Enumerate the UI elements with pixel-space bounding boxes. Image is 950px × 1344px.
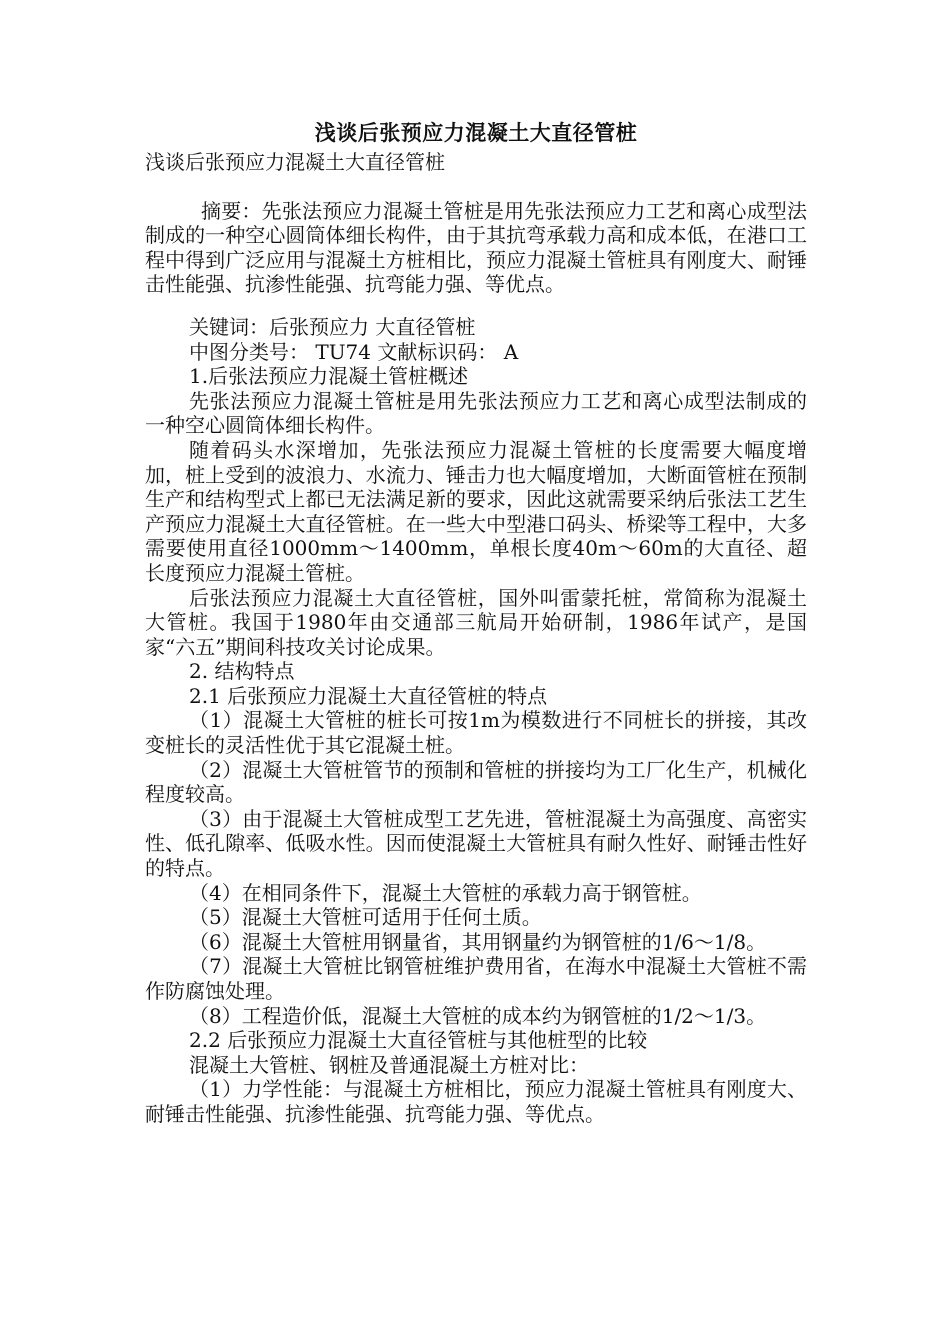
list-item: （1）混凝土大管桩的桩长可按1m为模数进行不同桩长的拼接，其改变桩长的灵活性优于其它混凝土桩。 [145, 708, 807, 758]
list-item: （5）混凝土大管桩可适用于任何土质。 [189, 905, 542, 930]
document-title: 浅谈后张预应力混凝土大直径管桩 [314, 121, 638, 145]
list-item: （3）由于混凝土大管桩成型工艺先进，管桩混凝土为高强度、高密实性、低孔隙率、低吸水性。因而使混凝土大管桩具有耐久性好、耐锤击性好的特点。 [145, 806, 807, 881]
list-item: （2）混凝土大管桩管节的预制和管桩的拼接均为工厂化生产，机械化程度较高。 [145, 757, 807, 807]
body-paragraph: 混凝土大管桩、钢桩及普通混凝土方桩对比： [189, 1052, 589, 1077]
section-heading-2: 2. 结构特点 [189, 659, 295, 684]
document-page [145, 118, 807, 1127]
body-paragraph: 后张法预应力混凝土大直径管桩，国外叫雷蒙托桩，常简称为混凝土大管桩。我国于1980年由交通部三航局开始研制，1986年试产，是国家“六五”期间科技攻关讨论成果。 [145, 585, 807, 659]
subsection-heading-2-1: 2.1 后张预应力混凝土大直径管桩的特点 [189, 683, 548, 708]
body-paragraph: 随着码头水深增加，先张法预应力混凝土管桩的长度需要大幅度增加，桩上受到的波浪力、水流力、锤击力也大幅度增加，大断面管桩在预制生产和结构型式上都已无法满足新的要求，因此这就需要采纳后张法工艺生产预应力混凝土大直径管桩。在一些大中型港口码头、桥梁等工程中，大多需要使用直径1000mm～1400mm，单根长度40m～60m的大直径、超长度预应力混凝土管桩。 [145, 437, 807, 585]
abstract-paragraph: 摘要：先张法预应力混凝土管桩是用先张法预应力工艺和离心成型法制成的一种空心圆筒体细长构件，由于其抗弯承载力高和成本低，在港口工程中得到广泛应用与混凝土方桩相比，预应力混凝土管桩具有刚度大、耐锤击性能强、抗渗性能强、抗弯能力强、等优点。 [145, 198, 807, 297]
list-item: （4）在相同条件下，混凝土大管桩的承载力高于钢管桩。 [189, 880, 702, 905]
document-subtitle: 浅谈后张预应力混凝土大直径管桩 [145, 150, 445, 174]
list-item: （6）混凝土大管桩用钢量省，其用钢量约为钢管桩的1/6～1/8。 [189, 929, 767, 954]
subsection-heading-2-2: 2.2 后张预应力混凝土大直径管桩与其他桩型的比较 [189, 1028, 648, 1053]
keywords-line: 关键词：后张预应力 大直径管桩 [189, 314, 476, 339]
list-item: （8）工程造价低，混凝土大管桩的成本约为钢管桩的1/2～1/3。 [189, 1003, 767, 1028]
list-item: （1）力学性能：与混凝土方桩相比，预应力混凝土管桩具有刚度大、耐锤击性能强、抗渗性能强、抗弯能力强、等优点。 [145, 1077, 807, 1126]
section-heading-1: 1.后张法预应力混凝土管桩概述 [189, 364, 469, 389]
body-paragraph: 先张法预应力混凝土管桩是用先张法预应力工艺和离心成型法制成的一种空心圆筒体细长构件。 [145, 388, 807, 438]
list-item: （7）混凝土大管桩比钢管桩维护费用省，在海水中混凝土大管桩不需作防腐蚀处理。 [145, 954, 807, 1003]
classification-line: 中图分类号： TU74 文献标识码： A [189, 339, 519, 364]
